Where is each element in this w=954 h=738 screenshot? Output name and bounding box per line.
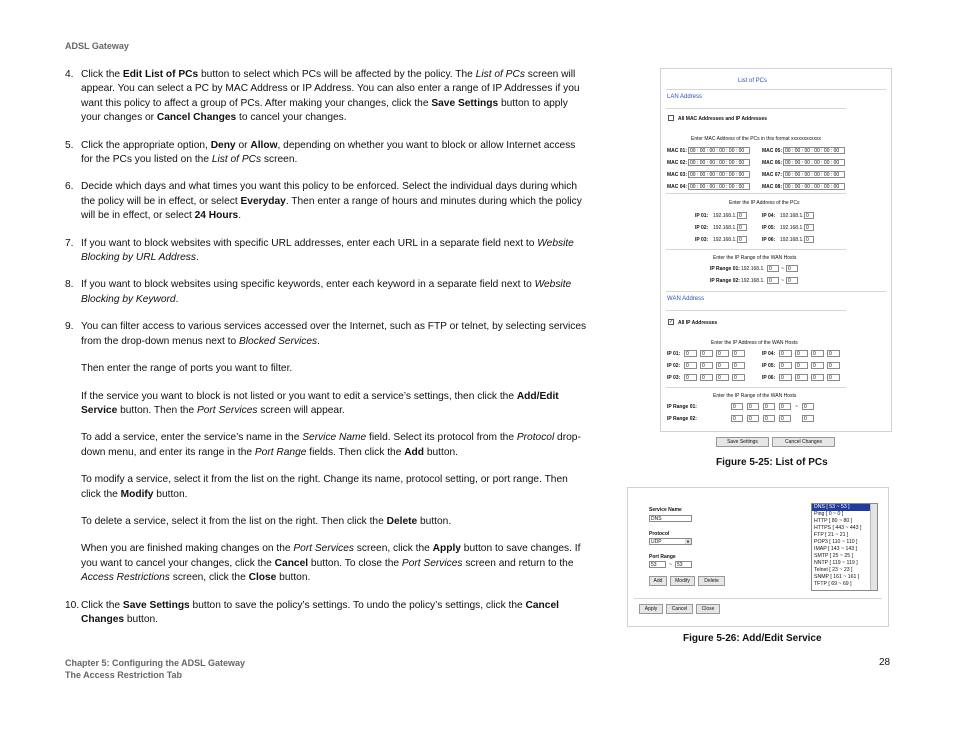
ip-label: IP 02: (695, 225, 709, 231)
text-run: button. To close the (308, 557, 402, 569)
list-of-pcs-title: List of PCs (738, 78, 768, 84)
wan-ip-label: IP 01: (667, 351, 681, 357)
ip-prefix: 192.168.1. (780, 225, 804, 231)
wan-range-start-input[interactable]: 0 (747, 403, 759, 410)
ip-range-end-input[interactable]: 0 (786, 277, 798, 284)
step-paragraph (65, 362, 587, 376)
step-number: 7. (65, 237, 74, 249)
mac-label: MAC 02: (667, 160, 688, 166)
wan-ip-octet-input[interactable]: 0 (700, 374, 713, 381)
italic-term: Service Name (302, 432, 367, 444)
numbered-step (65, 599, 587, 628)
italic-term: List of PCs (211, 154, 262, 166)
text-run: , depending on whether you want to block or allow Internet access for the PCs you listed on the (81, 139, 576, 166)
wan-ip-octet-input[interactable]: 0 (795, 374, 808, 381)
step-text (81, 390, 587, 419)
wan-ip-octet-input[interactable]: 0 (716, 362, 729, 369)
ip-octet-input[interactable]: 0 (804, 224, 814, 231)
all-mac-checkbox[interactable] (668, 115, 674, 121)
bold-term: Cancel Changes (156, 112, 237, 124)
port-range-label: Port Range (649, 554, 676, 560)
bold-term: 24 Hours (194, 210, 239, 222)
range-separator: ~ (781, 266, 784, 272)
text-run: To delete a service, select it from the list on the right. Then click the (81, 515, 387, 527)
range-separator: ~ (781, 278, 784, 284)
cancel-button[interactable]: Cancel (666, 604, 693, 614)
ip-range-instruction: Enter the IP Range of the WAN Hosts (713, 255, 797, 261)
numbered-step (65, 139, 587, 168)
apply-button[interactable]: Apply (639, 604, 663, 614)
ip-prefix: 192.168.1. (713, 225, 737, 231)
step-text (81, 139, 587, 168)
ip-range-end-input[interactable]: 0 (786, 265, 798, 272)
bold-term: Delete (386, 515, 418, 527)
ip-prefix: 192.168.1. (741, 266, 765, 272)
wan-ip-octet-input[interactable]: 0 (700, 362, 713, 369)
save-settings-button[interactable]: Save Settings (716, 437, 769, 447)
text-run: Click the (81, 69, 123, 80)
wan-ip-octet-input[interactable]: 0 (732, 362, 745, 369)
text-run: button to save the policy’s settings. To undo the policy’s settings, click the (189, 599, 526, 611)
wan-ip-octet-input[interactable]: 0 (811, 350, 824, 357)
add-button[interactable]: Add (649, 576, 667, 586)
page-number: 28 (879, 657, 891, 668)
step-number: 5. (65, 139, 74, 151)
text-run: button. (153, 488, 188, 500)
wan-range-start-input[interactable]: 0 (779, 403, 791, 410)
text-run: field. Select its protocol from the (366, 432, 517, 444)
wan-range-start-input[interactable]: 0 (763, 415, 775, 422)
text-run: . (317, 335, 320, 347)
step-text (81, 473, 587, 502)
wan-ip-octet-input[interactable]: 0 (827, 374, 840, 381)
wan-ip-octet-input[interactable]: 0 (779, 362, 792, 369)
wan-ip-octet-input[interactable]: 0 (716, 350, 729, 357)
ip-octet-input[interactable]: 0 (737, 224, 747, 231)
wan-range-start-input[interactable]: 0 (779, 415, 791, 422)
protocol-label: Protocol (649, 531, 670, 537)
italic-term: Port Services (401, 557, 463, 569)
step-number (65, 390, 81, 419)
text-run: screen will appear. You can select a PC by MAC Address or IP Address. You can also enter a range of IP Addresses if you want this policy to affect a group of PCs. After making your changes, click the (81, 69, 580, 109)
protocol-value: UDP (651, 539, 662, 545)
wan-ip-octet-input[interactable]: 0 (684, 374, 697, 381)
text-run: When you are finished making changes on the (81, 543, 294, 555)
ip-prefix: 192.168.1. (780, 237, 804, 243)
service-list[interactable] (811, 503, 878, 591)
wan-ip-octet-input[interactable]: 0 (811, 362, 824, 369)
footer (65, 657, 245, 681)
wan-range-start-input[interactable]: 0 (731, 403, 743, 410)
text-run: fields. Then click the (306, 446, 405, 458)
wan-ip-label: IP 05: (762, 363, 776, 369)
wan-ip-octet-input[interactable]: 0 (716, 374, 729, 381)
service-name-input[interactable]: DNS (649, 515, 692, 522)
text-run: . (195, 252, 199, 264)
service-list-item[interactable]: POP3 [ 110 ~ 110 ] (814, 539, 858, 545)
all-mac-label: All MAC Addresses and IP Addresses (678, 116, 768, 122)
text-run: button to select which PCs will be affected by the policy. The (198, 69, 476, 80)
wan-range-label: IP Range 01: (667, 404, 697, 410)
ip-prefix: 192.168.1. (713, 237, 737, 243)
wan-address-heading: WAN Address (667, 296, 705, 302)
footer-chapter: Chapter 5: Configuring the ADSL Gateway (65, 658, 246, 668)
port-range-separator: ~ (669, 562, 672, 568)
numbered-step (65, 278, 587, 307)
text-run: To modify a service, select it from the list on the right. Change its name, protocol setting, or port range. Then click the (81, 474, 568, 500)
mac-address-input[interactable]: 00 : 00 : 00 : 00 : 00 : 00 (688, 159, 750, 166)
bold-term: Apply (432, 543, 461, 555)
text-run: drop-down menu, and enter its range in the (81, 432, 581, 458)
ip-prefix: 192.168.1. (713, 213, 737, 219)
ip-label: IP 06: (762, 237, 776, 243)
text-run: Click the appropriate option, (81, 139, 211, 151)
italic-term: Protocol (516, 432, 555, 444)
text-run: screen and return to the (462, 557, 574, 569)
mac-address-input[interactable]: 00 : 00 : 00 : 00 : 00 : 00 (688, 171, 750, 178)
mac-address-input[interactable]: 00 : 00 : 00 : 00 : 00 : 00 (783, 159, 845, 166)
step-text (81, 362, 587, 376)
text-run: Decide which days and what times you want this policy to be enforced. Select the individual days during which the policy will be in effect, or select (81, 181, 578, 207)
text-run: screen, click the (353, 543, 433, 555)
figure-5-25-caption: Figure 5-25: List of PCs (716, 457, 828, 468)
service-list-item[interactable]: DNS [ 53 ~ 53 ] (812, 504, 877, 511)
mac-label: MAC 06: (762, 160, 783, 166)
ip-label: IP 01: (695, 213, 709, 219)
figure-5-26-caption: Figure 5-26: Add/Edit Service (683, 633, 822, 644)
close-button[interactable]: Close (696, 604, 720, 614)
text-run: . Then enter a range of hours and minutes during which the policy will be in effect, or select (81, 195, 582, 222)
text-run: To add a service, enter the service’s name in the (81, 432, 303, 444)
wan-ip-octet-input[interactable]: 0 (827, 350, 840, 357)
running-header: ADSL Gateway (65, 41, 129, 51)
mac-address-input[interactable]: 00 : 00 : 00 : 00 : 00 : 00 (783, 183, 845, 190)
mac-label: MAC 01: (667, 148, 688, 154)
step-text (81, 68, 587, 126)
wan-ip-octet-input[interactable]: 0 (779, 350, 792, 357)
port-end-input[interactable]: 53 (675, 561, 692, 568)
protocol-select[interactable] (649, 538, 692, 545)
bold-term: Modify (120, 488, 154, 500)
wan-ip-octet-input[interactable]: 0 (811, 374, 824, 381)
italic-term: Port Range (254, 446, 307, 458)
mac-address-input[interactable]: 00 : 00 : 00 : 00 : 00 : 00 (688, 183, 750, 190)
italic-term: Website Blocking by Keyword (81, 279, 572, 305)
wan-ip-octet-input[interactable]: 0 (795, 362, 808, 369)
step-number: 6. (65, 181, 74, 193)
step-number (65, 515, 81, 529)
step-paragraph (65, 390, 587, 419)
text-run: . (175, 293, 179, 305)
step-number (65, 431, 81, 460)
port-start-input[interactable]: 53 (649, 561, 666, 568)
numbered-step (65, 237, 587, 266)
step-text (81, 515, 587, 529)
wan-ip-instruction: Enter the IP Address of the WAN Hosts (711, 340, 798, 346)
text-run: button to save changes. If you want to cancel your changes, click the (81, 543, 581, 569)
wan-ip-octet-input[interactable]: 0 (732, 350, 745, 357)
step-paragraph (65, 473, 587, 502)
text-run: button. (424, 446, 459, 458)
wan-range-start-input[interactable]: 0 (731, 415, 743, 422)
italic-term: Port Services (196, 404, 258, 416)
mac-instruction: Enter MAC Address of the PCs in this format xxxxxxxxxxxx (691, 136, 822, 142)
step-number: 9. (65, 321, 74, 333)
wan-ip-label: IP 03: (667, 375, 681, 381)
text-run: screen. (261, 154, 298, 166)
text-run: You can filter access to various services accessed over the Internet, such as FTP or telnet, by selecting services from the drop-down menus next to (81, 321, 587, 347)
service-list-item[interactable]: TFTP [ 69 ~ 69 ] (814, 581, 852, 587)
list-of-pcs-screenshot (660, 68, 892, 432)
delete-button[interactable]: Delete (698, 576, 725, 586)
numbered-step (65, 180, 587, 223)
wan-ip-label: IP 04: (762, 351, 776, 357)
text-run: or (235, 139, 251, 151)
wan-range-label: IP Range 02: (667, 416, 697, 422)
italic-term: Access Restrictions (81, 572, 170, 584)
bold-term: Add/Edit Service (81, 390, 559, 416)
bold-term: Save Settings (122, 599, 190, 611)
ip-label: IP 03: (695, 237, 709, 243)
lan-address-heading: LAN Address (667, 94, 703, 100)
all-ip-checkbox[interactable]: ✓ (669, 319, 674, 325)
ip-octet-input[interactable]: 0 (737, 212, 747, 219)
step-number (65, 473, 81, 502)
mac-label: MAC 08: (762, 184, 783, 190)
all-ip-label: All IP Addresses (678, 320, 718, 326)
service-list-item[interactable]: HTTPS [ 443 ~ 443 ] (814, 525, 862, 531)
service-list-item[interactable]: SMTP [ 25 ~ 25 ] (814, 553, 853, 559)
italic-term: Blocked Services (239, 335, 318, 347)
italic-term: List of PCs (475, 69, 525, 80)
bold-term: Close (248, 572, 277, 584)
text-run: Then enter the range of ports you want to filter. (81, 363, 293, 375)
text-run: If the service you want to block is not listed or you want to edit a service’s settings, then click the (81, 390, 517, 402)
step-text (81, 278, 587, 307)
text-run: Click the (81, 599, 123, 611)
wan-range-end-input[interactable]: 0 (802, 415, 814, 422)
numbered-step (65, 68, 587, 126)
footer-section: The Access Restriction Tab (65, 670, 183, 680)
service-list-item[interactable]: FTP [ 21 ~ 21 ] (814, 532, 849, 538)
wan-ip-octet-input[interactable]: 0 (795, 350, 808, 357)
cancel-changes-button[interactable]: Cancel Changes (772, 437, 835, 447)
mac-label: MAC 07: (762, 172, 783, 178)
service-name-label: Service Name (649, 507, 682, 513)
ip-range-start-input[interactable]: 0 (767, 265, 779, 272)
wan-range-start-input[interactable]: 0 (747, 415, 759, 422)
ip-octet-input[interactable]: 0 (737, 236, 747, 243)
mac-address-input[interactable]: 00 : 00 : 00 : 00 : 00 : 00 (783, 147, 845, 154)
ip-instruction: Enter the IP Address of the PCs (729, 200, 800, 206)
step-text (81, 320, 587, 349)
text-run: button. Then the (117, 404, 197, 416)
step-text (81, 431, 587, 460)
wan-ip-octet-input[interactable]: 0 (684, 350, 697, 357)
mac-label: MAC 03: (667, 172, 688, 178)
text-run: If you want to block websites with specific URL addresses, enter each URL in a separate field next to (81, 237, 538, 249)
ip-prefix: 192.168.1. (741, 278, 765, 284)
add-edit-service-screenshot (627, 487, 889, 627)
wan-ip-octet-input[interactable]: 0 (684, 362, 697, 369)
bold-term: Cancel Changes (81, 599, 559, 625)
step-text (81, 237, 587, 266)
step-number: 8. (65, 279, 74, 291)
italic-term: Website Blocking by URL Address (81, 237, 574, 264)
text-run: screen will appear. (257, 404, 345, 416)
service-list-item[interactable]: SNMP [ 161 ~ 161 ] (814, 574, 860, 580)
bold-term: Edit List of PCs (122, 69, 199, 80)
bold-term: Add (404, 446, 425, 458)
step-number: 10. (65, 599, 80, 611)
bold-term: Allow (250, 139, 278, 151)
step-number (65, 542, 81, 585)
text-run: . (238, 210, 242, 222)
ip-label: IP 04: (762, 213, 776, 219)
bold-term: Deny (210, 139, 236, 151)
modify-button[interactable]: Modify (670, 576, 695, 586)
ip-octet-input[interactable]: 0 (804, 212, 814, 219)
numbered-step (65, 320, 587, 349)
text-run: button. (276, 572, 311, 584)
ip-range-label: IP Range 01: (710, 266, 740, 272)
step-text (81, 599, 587, 628)
step-paragraph (65, 515, 587, 529)
service-list-item[interactable]: Telnet [ 23 ~ 23 ] (814, 567, 853, 573)
mac-label: MAC 04: (667, 184, 688, 190)
ip-range-label: IP Range 02: (710, 278, 740, 284)
ip-octet-input[interactable]: 0 (804, 236, 814, 243)
wan-ip-octet-input[interactable]: 0 (732, 374, 745, 381)
bold-term: Cancel (274, 557, 309, 569)
step-number (65, 362, 81, 376)
chevron-down-icon: ▼ (686, 539, 690, 544)
service-list-item[interactable]: IMAP [ 143 ~ 143 ] (814, 546, 858, 552)
bold-term: Save Settings (431, 97, 499, 109)
ip-prefix: 192.168.1. (780, 213, 804, 219)
step-text (81, 180, 587, 223)
text-run: screen, click the (169, 572, 249, 584)
scrollbar[interactable] (870, 504, 877, 590)
text-run: button. (417, 515, 452, 527)
wan-ip-octet-input[interactable]: 0 (827, 362, 840, 369)
text-run: to cancel your changes. (236, 112, 347, 124)
instruction-list (65, 68, 587, 627)
ip-label: IP 05: (762, 225, 776, 231)
service-list-item[interactable]: HTTP [ 80 ~ 80 ] (814, 518, 853, 524)
wan-ip-octet-input[interactable]: 0 (779, 374, 792, 381)
service-list-item[interactable]: Ping [ 0 ~ 0 ] (814, 511, 844, 517)
text-run: button. (124, 613, 159, 625)
step-text (81, 542, 587, 585)
bold-term: Everyday (240, 195, 286, 207)
step-number: 4. (65, 69, 74, 80)
wan-ip-label: IP 02: (667, 363, 681, 369)
wan-range-end-input[interactable]: 0 (802, 403, 814, 410)
wan-range-instruction: Enter the IP Range of the WAN Hosts (713, 393, 797, 399)
wan-ip-octet-input[interactable]: 0 (700, 350, 713, 357)
mac-label: MAC 05: (762, 148, 783, 154)
range-separator: ~ (795, 404, 798, 410)
wan-range-start-input[interactable]: 0 (763, 403, 775, 410)
text-run: If you want to block websites using specific keywords, enter each keyword in a separate field next to (81, 279, 535, 291)
ip-range-start-input[interactable]: 0 (767, 277, 779, 284)
step-paragraph (65, 542, 587, 585)
mac-address-input[interactable]: 00 : 00 : 00 : 00 : 00 : 00 (688, 147, 750, 154)
mac-address-input[interactable]: 00 : 00 : 00 : 00 : 00 : 00 (783, 171, 845, 178)
italic-term: Port Services (293, 543, 354, 555)
wan-ip-label: IP 06: (762, 375, 776, 381)
service-list-item[interactable]: NNTP [ 119 ~ 119 ] (814, 560, 858, 566)
text-run: button to apply your changes or (81, 97, 568, 124)
step-paragraph (65, 431, 587, 460)
